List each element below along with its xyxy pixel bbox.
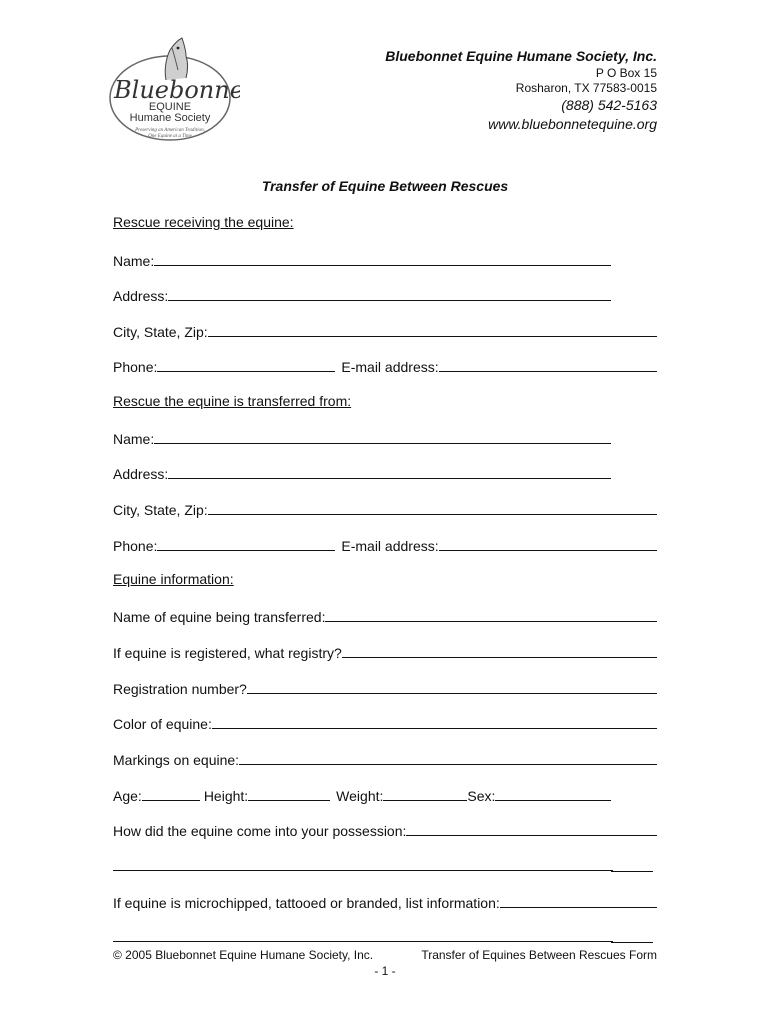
from-email-line[interactable] (439, 549, 657, 551)
org-website: www.bluebonnetequine.org (488, 116, 657, 132)
equine-name-field[interactable] (113, 605, 657, 625)
horse-logo-icon (104, 36, 240, 144)
receiving-address-label: Address: (113, 288, 169, 304)
from-phone-label: Phone: (113, 538, 158, 554)
receiving-name-line[interactable] (154, 264, 611, 266)
receiving-name-label: Name: (113, 253, 155, 269)
equine-regnum-line[interactable] (247, 692, 657, 694)
logo-line1: EQUINE (148, 101, 192, 113)
from-address-field[interactable] (113, 462, 611, 482)
equine-name-line[interactable] (325, 620, 657, 622)
logo (104, 36, 240, 144)
org-po-box: P O Box 15 (595, 66, 657, 80)
equine-chip-line[interactable] (500, 906, 657, 908)
equine-color-label: Color of equine: (113, 716, 212, 732)
from-name-line[interactable] (154, 442, 611, 444)
equine-registry-line[interactable] (342, 656, 657, 658)
from-name-label: Name: (113, 431, 155, 447)
equine-chip-line-2[interactable] (113, 941, 613, 942)
equine-chip-label: If equine is microchipped, tattooed or branded, list information: (113, 895, 500, 911)
equine-registry-field[interactable] (113, 641, 657, 661)
logo-script-text: Bluebonnet (114, 76, 240, 104)
logo-tagline2: One Equine at a Time (148, 134, 192, 139)
equine-color-line[interactable] (212, 727, 657, 729)
from-contact-field[interactable] (113, 534, 657, 554)
receiving-phone-line[interactable] (157, 370, 335, 372)
equine-regnum-field[interactable] (113, 677, 657, 697)
equine-chip-line-2-tail (611, 942, 653, 943)
form-title: Transfer of Equine Between Rescues (261, 178, 509, 194)
equine-registry-label: If equine is registered, what registry? (113, 645, 342, 661)
equine-markings-label: Markings on equine: (113, 752, 240, 768)
logo-line2: Humane Society (129, 112, 211, 124)
equine-weight-label: Weight: (336, 788, 384, 804)
from-csz-line[interactable] (208, 513, 657, 515)
equine-color-field[interactable] (113, 712, 657, 732)
footer-form-name: Transfer of Equines Between Rescues Form (421, 948, 657, 962)
from-address-line[interactable] (168, 477, 611, 479)
receiving-phone-label: Phone: (113, 359, 158, 375)
org-city-line: Rosharon, TX 77583-0015 (515, 81, 657, 95)
receiving-contact-field[interactable] (113, 355, 657, 375)
logo-tagline1: Preserving an American Tradition, (135, 128, 205, 133)
equine-possession-label: How did the equine come into your possession: (113, 823, 407, 839)
org-phone: (888) 542-5163 (561, 97, 657, 113)
equine-sex-line[interactable] (495, 799, 611, 801)
equine-markings-line[interactable] (239, 763, 657, 765)
from-name-field[interactable] (113, 427, 611, 447)
from-phone-line[interactable] (157, 549, 335, 551)
equine-name-label: Name of equine being transferred: (113, 609, 326, 625)
equine-chip-field[interactable] (113, 891, 657, 911)
equine-weight-line[interactable] (383, 799, 467, 801)
from-address-label: Address: (113, 466, 169, 482)
equine-possession-line[interactable] (406, 834, 657, 836)
section-receiving: Rescue receiving the equine: (113, 214, 294, 230)
receiving-csz-line[interactable] (208, 335, 657, 337)
receiving-csz-field[interactable] (113, 320, 657, 340)
equine-height-line[interactable] (248, 799, 330, 801)
equine-height-label: Height: (203, 788, 249, 804)
from-email-label: E-mail address: (341, 538, 439, 554)
receiving-email-line[interactable] (439, 370, 657, 372)
from-csz-field[interactable] (113, 498, 657, 518)
equine-markings-field[interactable] (113, 748, 657, 768)
from-csz-label: City, State, Zip: (113, 502, 208, 518)
equine-age-label: Age: (113, 788, 142, 804)
page-footer (113, 948, 657, 962)
equine-possession-line-2-tail (611, 871, 653, 872)
receiving-csz-label: City, State, Zip: (113, 324, 208, 340)
equine-possession-line-2[interactable] (113, 870, 613, 871)
footer-copyright: © 2005 Bluebonnet Equine Humane Society, Inc. (113, 948, 374, 962)
section-equine: Equine information: (113, 571, 234, 587)
receiving-address-field[interactable] (113, 284, 611, 304)
equine-age-line[interactable] (142, 799, 200, 801)
org-name: Bluebonnet Equine Humane Society, Inc. (385, 48, 657, 64)
equine-sex-label: Sex: (467, 788, 496, 804)
equine-regnum-label: Registration number? (113, 681, 247, 697)
equine-stats-field[interactable] (113, 784, 611, 804)
receiving-email-label: E-mail address: (341, 359, 439, 375)
org-header (385, 46, 657, 133)
section-from: Rescue the equine is transferred from: (113, 393, 352, 409)
receiving-address-line[interactable] (168, 299, 611, 301)
receiving-name-field[interactable] (113, 249, 611, 269)
page-number: - 1 - (374, 964, 396, 978)
equine-possession-field[interactable] (113, 819, 657, 839)
